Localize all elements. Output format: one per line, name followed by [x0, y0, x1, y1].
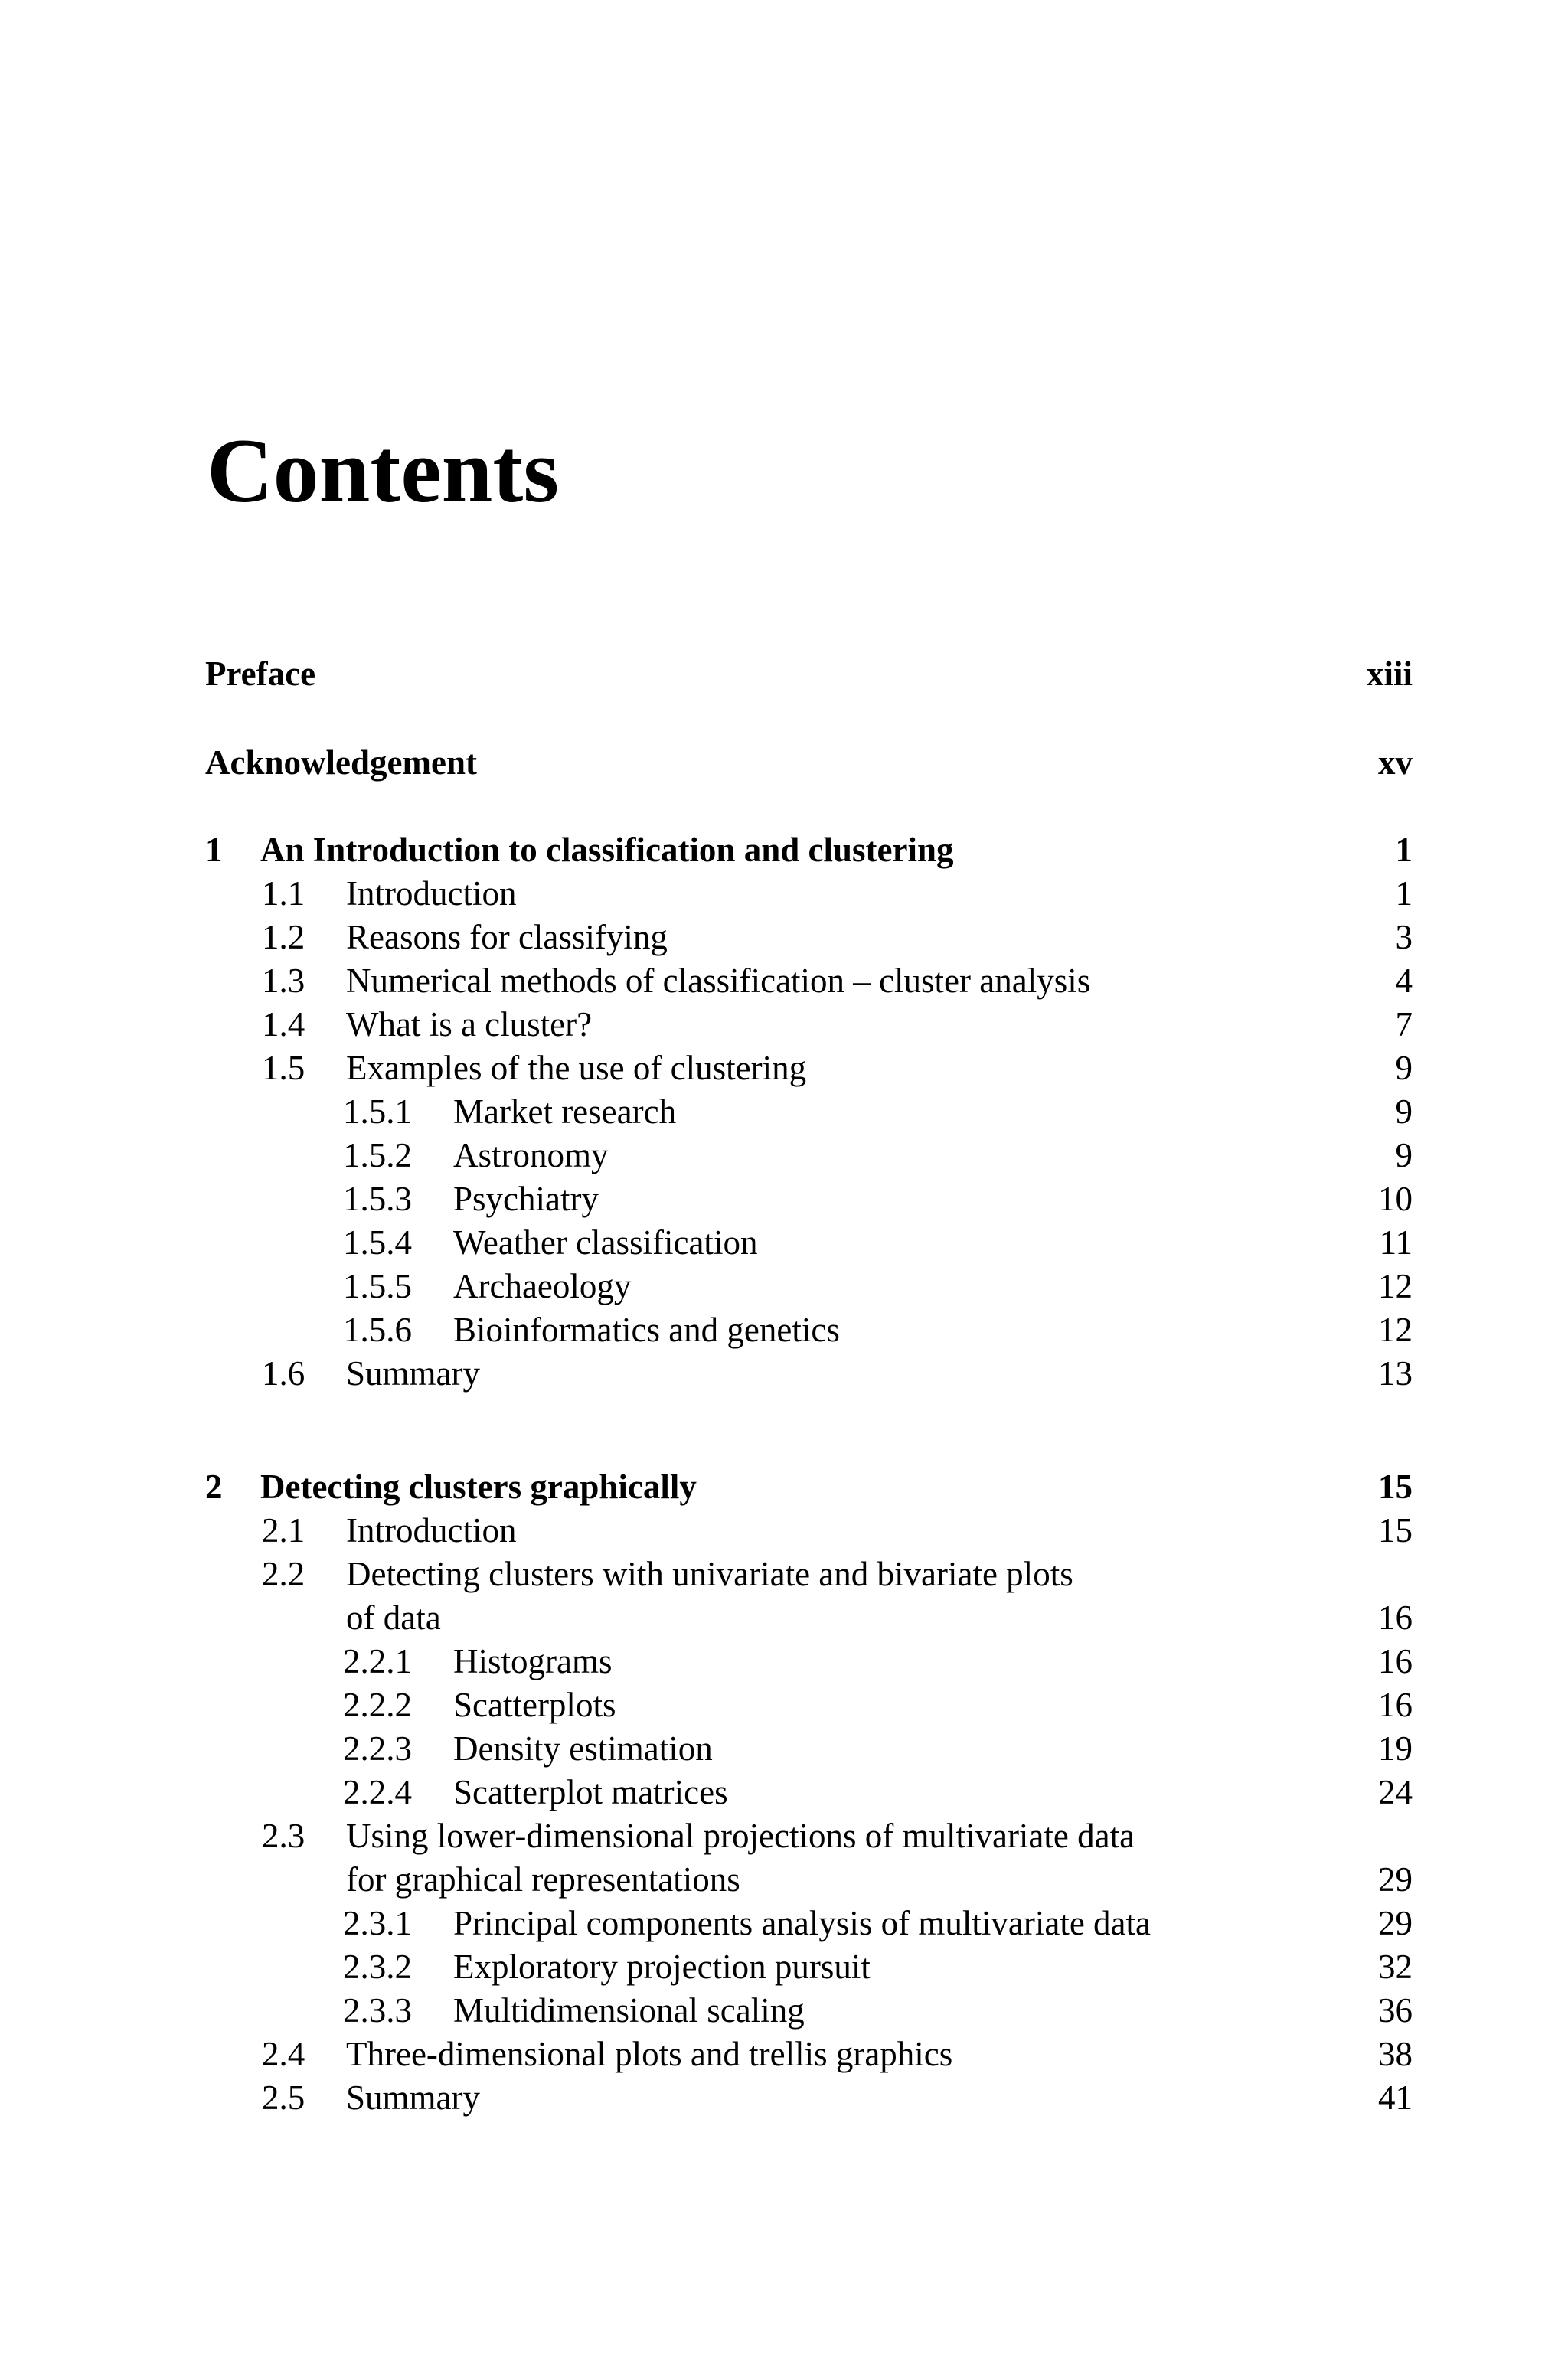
- toc-entry[interactable]: [0, 1308, 1568, 1352]
- toc-entry[interactable]: [0, 1596, 1568, 1640]
- toc-entry-title: Using lower-dimensional projections of multivariate data: [346, 1817, 1135, 1855]
- toc-entry-number: 2.2.2: [343, 1686, 412, 1724]
- toc-entry-number: 2.4: [262, 2035, 305, 2073]
- toc-entry-title: Astronomy: [453, 1136, 609, 1174]
- toc-entry-number: 1.5: [262, 1049, 305, 1087]
- toc-entry-title: Summary: [346, 1354, 480, 1393]
- toc-entry-title: Introduction: [346, 1511, 517, 1550]
- toc-entry-title: Histograms: [453, 1642, 612, 1680]
- toc-entry[interactable]: [0, 1003, 1568, 1047]
- toc-entry-title: Market research: [453, 1092, 677, 1131]
- toc-entry-title: Three-dimensional plots and trellis graphics: [346, 2035, 953, 2073]
- toc-entry-number: 2.3: [262, 1817, 305, 1855]
- toc-entry-number: 1.5.5: [343, 1267, 412, 1305]
- toc-entry-number: 2.2.4: [343, 1773, 412, 1811]
- toc-entry[interactable]: [0, 1727, 1568, 1771]
- toc-entry-title: Reasons for classifying: [346, 918, 668, 956]
- toc-entry[interactable]: [0, 2033, 1568, 2076]
- toc-entry-page-number: 12: [1378, 1267, 1413, 1305]
- toc-entry-page-number: 1: [1395, 874, 1413, 913]
- toc-entry-page-number: 9: [1395, 1136, 1413, 1174]
- toc-entry-title: Summary: [346, 2079, 480, 2117]
- toc-entry[interactable]: [0, 1465, 1568, 1509]
- toc-entry-number: 2.3.3: [343, 1991, 412, 2030]
- toc-entry-page-number: 32: [1378, 1948, 1413, 1986]
- toc-entry[interactable]: [0, 959, 1568, 1003]
- toc-entry-title: What is a cluster?: [346, 1005, 593, 1043]
- toc-entry-title: Multidimensional scaling: [453, 1991, 805, 2030]
- toc-entry-page-number: 16: [1378, 1642, 1413, 1680]
- toc-entry-number: 1.5.2: [343, 1136, 412, 1174]
- toc-entry-page-number: 24: [1378, 1773, 1413, 1811]
- toc-entry-page-number: 7: [1395, 1005, 1413, 1043]
- toc-entry-page-number: 11: [1379, 1223, 1413, 1262]
- toc-entry[interactable]: [0, 1509, 1568, 1553]
- toc-entry[interactable]: [0, 1553, 1568, 1596]
- toc-entry-page-number: 29: [1378, 1904, 1413, 1942]
- toc-entry-title: Exploratory projection pursuit: [453, 1948, 871, 1986]
- toc-entry-title: Scatterplots: [453, 1686, 616, 1724]
- toc-entry[interactable]: [0, 1352, 1568, 1396]
- toc-entry-number: 1: [205, 831, 223, 869]
- toc-entry[interactable]: [0, 1902, 1568, 1945]
- toc-entry-title: Detecting clusters graphically: [260, 1468, 697, 1506]
- toc-entry[interactable]: [0, 916, 1568, 959]
- toc-entry-page-number: 16: [1378, 1598, 1413, 1637]
- toc-entry-page-number: 41: [1378, 2079, 1413, 2117]
- toc-entry-title: Weather classification: [453, 1223, 758, 1262]
- toc-entry[interactable]: [0, 828, 1568, 872]
- toc-entry-number: 1.5.1: [343, 1092, 412, 1131]
- toc-entry-number: 2.1: [262, 1511, 305, 1550]
- toc-entry-page-number: 29: [1378, 1860, 1413, 1899]
- toc-entry[interactable]: [0, 1858, 1568, 1902]
- toc-entry-title: Scatterplot matrices: [453, 1773, 728, 1811]
- toc-entry-page-number: 9: [1395, 1049, 1413, 1087]
- toc-entry-number: 2: [205, 1468, 223, 1506]
- toc-entry-number: 1.1: [262, 874, 305, 913]
- toc-entry-title: Examples of the use of clustering: [346, 1049, 807, 1087]
- toc-entry-number: 1.6: [262, 1354, 305, 1393]
- toc-entry-number: 1.3: [262, 962, 305, 1000]
- toc-entry-page-number: 10: [1378, 1180, 1413, 1218]
- toc-entry-title: Detecting clusters with univariate and bivariate plots: [346, 1555, 1073, 1593]
- toc-entry-page-number: 4: [1395, 962, 1413, 1000]
- toc-entry-page-number: 13: [1378, 1354, 1413, 1393]
- toc-entry-title: Psychiatry: [453, 1180, 599, 1218]
- toc-entry-page-number: xv: [1378, 743, 1413, 782]
- toc-entry-number: 2.2.1: [343, 1642, 412, 1680]
- toc-entry-page-number: 3: [1395, 918, 1413, 956]
- toc-entry[interactable]: [0, 1771, 1568, 1814]
- toc-entry[interactable]: [0, 1177, 1568, 1221]
- toc-entry[interactable]: [0, 741, 1568, 785]
- toc-entry-number: 1.5.4: [343, 1223, 412, 1262]
- toc-entry-title-continuation: for graphical representations: [346, 1860, 740, 1899]
- toc-entry-title: Bioinformatics and genetics: [453, 1311, 840, 1349]
- toc-entry[interactable]: [0, 1814, 1568, 1858]
- toc-entry-title: Numerical methods of classification – cluster analysis: [346, 962, 1091, 1000]
- toc-entry-title: Archaeology: [453, 1267, 632, 1305]
- toc-entry-page-number: 12: [1378, 1311, 1413, 1349]
- toc-entry-number: 2.3.2: [343, 1948, 412, 1986]
- toc-entry-number: 2.2.3: [343, 1729, 412, 1768]
- toc-entry-title: Introduction: [346, 874, 517, 913]
- toc-entry-number: 2.2: [262, 1555, 305, 1593]
- toc-entry[interactable]: [0, 1989, 1568, 2033]
- toc-entry[interactable]: [0, 1090, 1568, 1134]
- toc-entry-title-continuation: of data: [346, 1598, 441, 1637]
- toc-entry-page-number: 9: [1395, 1092, 1413, 1131]
- toc-entry-page-number: 38: [1378, 2035, 1413, 2073]
- toc-entry-title: Acknowledgement: [205, 743, 477, 782]
- toc-entry[interactable]: [0, 652, 1568, 696]
- toc-entry[interactable]: [0, 1640, 1568, 1683]
- toc-entry-number: 2.3.1: [343, 1904, 412, 1942]
- toc-entry-number: 1.5.6: [343, 1311, 412, 1349]
- toc-entry-page-number: 16: [1378, 1686, 1413, 1724]
- page-title: Contents: [207, 420, 560, 521]
- toc-entry-number: 1.2: [262, 918, 305, 956]
- toc-entry[interactable]: [0, 1945, 1568, 1989]
- toc-entry[interactable]: [0, 1683, 1568, 1727]
- toc-entry-title: Principal components analysis of multivariate data: [453, 1904, 1152, 1942]
- toc-entry-page-number: 19: [1378, 1729, 1413, 1768]
- toc-entry[interactable]: [0, 2076, 1568, 2120]
- toc-entry[interactable]: [0, 1221, 1568, 1265]
- toc-entry-page-number: 15: [1378, 1468, 1413, 1506]
- toc-entry-title: Preface: [205, 655, 316, 693]
- toc-entry-title: Density estimation: [453, 1729, 713, 1768]
- toc-entry-page-number: xiii: [1366, 655, 1413, 693]
- toc-entry-page-number: 1: [1395, 831, 1413, 869]
- toc-entry[interactable]: [0, 1134, 1568, 1177]
- toc-entry-number: 2.5: [262, 2079, 305, 2117]
- toc-entry-number: 1.5.3: [343, 1180, 412, 1218]
- toc-entry-number: 1.4: [262, 1005, 305, 1043]
- toc-entry[interactable]: [0, 872, 1568, 916]
- toc-entry-page-number: 15: [1378, 1511, 1413, 1550]
- toc-entry-page-number: 36: [1378, 1991, 1413, 2030]
- toc-entry-title: An Introduction to classification and clustering: [260, 831, 954, 869]
- toc-entry[interactable]: [0, 1265, 1568, 1308]
- toc-entry[interactable]: [0, 1047, 1568, 1090]
